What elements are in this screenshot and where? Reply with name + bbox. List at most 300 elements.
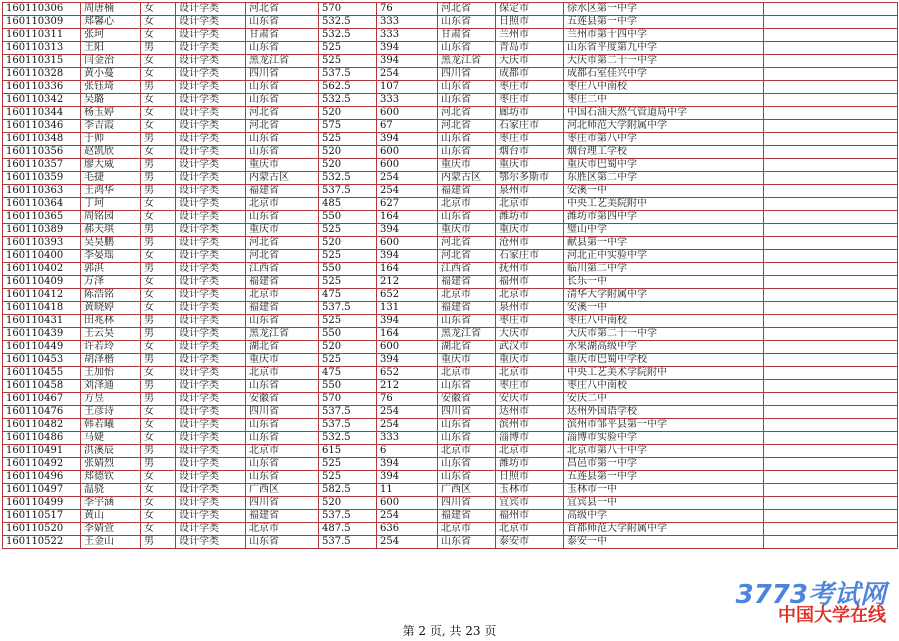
cell-remark xyxy=(764,94,898,107)
cell-major: 设计学类 xyxy=(176,302,246,315)
cell-student-id: 160110359 xyxy=(3,172,81,185)
cell-student-name: 吴昊鹏 xyxy=(81,237,141,250)
cell-school-name: 昌邑市第一中学 xyxy=(564,458,764,471)
cell-student-name: 张婧烈 xyxy=(81,458,141,471)
cell-student-name: 杨玉婷 xyxy=(81,107,141,120)
cell-source-province: 重庆市 xyxy=(246,159,319,172)
table-row xyxy=(3,367,898,380)
cell-remark xyxy=(764,484,898,497)
cell-school-city: 重庆市 xyxy=(496,224,564,237)
cell-gender: 女 xyxy=(141,146,176,159)
cell-student-name: 王彦诗 xyxy=(81,406,141,419)
cell-school-province: 山东省 xyxy=(438,211,496,224)
cell-school-name: 大庆市第二十一中学 xyxy=(564,328,764,341)
cell-student-name: 胡泽楷 xyxy=(81,354,141,367)
cell-school-province: 湖北省 xyxy=(438,341,496,354)
cell-rank: 600 xyxy=(377,146,438,159)
cell-score: 525 xyxy=(319,458,377,471)
cell-gender: 男 xyxy=(141,536,176,549)
cell-remark xyxy=(764,510,898,523)
cell-gender: 女 xyxy=(141,497,176,510)
cell-school-province: 北京市 xyxy=(438,367,496,380)
cell-school-name: 枣庄市第八中学 xyxy=(564,133,764,146)
cell-remark xyxy=(764,120,898,133)
cell-school-city: 泉州市 xyxy=(496,302,564,315)
cell-rank: 254 xyxy=(377,172,438,185)
cell-score: 525 xyxy=(319,224,377,237)
cell-rank: 164 xyxy=(377,211,438,224)
cell-school-city: 福州市 xyxy=(496,276,564,289)
cell-rank: 254 xyxy=(377,510,438,523)
table-row xyxy=(3,107,898,120)
cell-rank: 67 xyxy=(377,120,438,133)
cell-gender: 女 xyxy=(141,341,176,354)
cell-gender: 男 xyxy=(141,263,176,276)
cell-school-name: 枣庄二中 xyxy=(564,94,764,107)
cell-gender: 女 xyxy=(141,68,176,81)
cell-school-city: 廊坊市 xyxy=(496,107,564,120)
cell-score: 550 xyxy=(319,263,377,276)
cell-score: 532.5 xyxy=(319,29,377,42)
cell-rank: 600 xyxy=(377,497,438,510)
cell-major: 设计学类 xyxy=(176,380,246,393)
cell-rank: 212 xyxy=(377,380,438,393)
cell-school-city: 成都市 xyxy=(496,68,564,81)
table-row xyxy=(3,29,898,42)
cell-source-province: 北京市 xyxy=(246,367,319,380)
table-row xyxy=(3,120,898,133)
cell-student-id: 160110344 xyxy=(3,107,81,120)
cell-rank: 333 xyxy=(377,16,438,29)
cell-major: 设计学类 xyxy=(176,159,246,172)
cell-major: 设计学类 xyxy=(176,107,246,120)
cell-student-id: 160110453 xyxy=(3,354,81,367)
table-row xyxy=(3,328,898,341)
cell-major: 设计学类 xyxy=(176,276,246,289)
cell-major: 设计学类 xyxy=(176,68,246,81)
cell-major: 设计学类 xyxy=(176,315,246,328)
cell-school-province: 山东省 xyxy=(438,133,496,146)
cell-rank: 394 xyxy=(377,471,438,484)
cell-gender: 男 xyxy=(141,133,176,146)
cell-school-name: 河北师范大学附属中学 xyxy=(564,120,764,133)
table-row xyxy=(3,510,898,523)
cell-school-city: 日照市 xyxy=(496,16,564,29)
cell-major: 设计学类 xyxy=(176,3,246,16)
cell-school-name: 枣庄八中南校 xyxy=(564,380,764,393)
cell-rank: 333 xyxy=(377,29,438,42)
cell-major: 设计学类 xyxy=(176,224,246,237)
cell-source-province: 江西省 xyxy=(246,263,319,276)
cell-rank: 254 xyxy=(377,536,438,549)
cell-gender: 女 xyxy=(141,471,176,484)
cell-rank: 636 xyxy=(377,523,438,536)
cell-score: 520 xyxy=(319,107,377,120)
cell-source-province: 北京市 xyxy=(246,523,319,536)
cell-school-city: 宜宾市 xyxy=(496,497,564,510)
cell-major: 设计学类 xyxy=(176,94,246,107)
cell-remark xyxy=(764,393,898,406)
cell-rank: 254 xyxy=(377,419,438,432)
table-row xyxy=(3,341,898,354)
cell-school-city: 泉州市 xyxy=(496,185,564,198)
cell-student-name: 李晏瑶 xyxy=(81,250,141,263)
cell-major: 设计学类 xyxy=(176,29,246,42)
cell-score: 520 xyxy=(319,146,377,159)
cell-major: 设计学类 xyxy=(176,484,246,497)
cell-student-name: 韩若曦 xyxy=(81,419,141,432)
cell-student-id: 160110467 xyxy=(3,393,81,406)
cell-major: 设计学类 xyxy=(176,445,246,458)
cell-rank: 394 xyxy=(377,133,438,146)
cell-student-id: 160110356 xyxy=(3,146,81,159)
cell-score: 520 xyxy=(319,159,377,172)
cell-school-province: 甘肃省 xyxy=(438,29,496,42)
cell-remark xyxy=(764,536,898,549)
cell-gender: 女 xyxy=(141,419,176,432)
cell-school-city: 日照市 xyxy=(496,471,564,484)
cell-student-name: 李婧萱 xyxy=(81,523,141,536)
cell-gender: 男 xyxy=(141,185,176,198)
cell-gender: 女 xyxy=(141,211,176,224)
cell-student-id: 160110482 xyxy=(3,419,81,432)
cell-score: 532.5 xyxy=(319,94,377,107)
cell-major: 设计学类 xyxy=(176,250,246,263)
cell-student-id: 160110357 xyxy=(3,159,81,172)
cell-school-province: 福建省 xyxy=(438,510,496,523)
cell-school-province: 四川省 xyxy=(438,406,496,419)
cell-gender: 女 xyxy=(141,289,176,302)
cell-school-name: 献县第一中学 xyxy=(564,237,764,250)
cell-school-province: 山东省 xyxy=(438,432,496,445)
cell-school-province: 山东省 xyxy=(438,458,496,471)
cell-school-province: 山东省 xyxy=(438,146,496,159)
cell-major: 设计学类 xyxy=(176,367,246,380)
cell-source-province: 山东省 xyxy=(246,42,319,55)
cell-source-province: 山东省 xyxy=(246,211,319,224)
cell-student-name: 王加怡 xyxy=(81,367,141,380)
cell-gender: 女 xyxy=(141,406,176,419)
cell-source-province: 内蒙古区 xyxy=(246,172,319,185)
cell-remark xyxy=(764,198,898,211)
cell-remark xyxy=(764,367,898,380)
cell-school-city: 重庆市 xyxy=(496,159,564,172)
cell-score: 550 xyxy=(319,380,377,393)
cell-school-city: 北京市 xyxy=(496,198,564,211)
cell-source-province: 山东省 xyxy=(246,16,319,29)
cell-student-id: 160110522 xyxy=(3,536,81,549)
cell-school-city: 枣庄市 xyxy=(496,380,564,393)
table-row xyxy=(3,419,898,432)
table-row xyxy=(3,263,898,276)
cell-major: 设计学类 xyxy=(176,55,246,68)
cell-school-name: 玉林市一中 xyxy=(564,484,764,497)
table-row xyxy=(3,55,898,68)
cell-school-name: 五莲县第一中学 xyxy=(564,471,764,484)
cell-student-name: 方昱 xyxy=(81,393,141,406)
cell-student-id: 160110328 xyxy=(3,68,81,81)
cell-rank: 254 xyxy=(377,406,438,419)
cell-school-name: 泰安一中 xyxy=(564,536,764,549)
cell-school-city: 石家庄市 xyxy=(496,250,564,263)
cell-student-id: 160110431 xyxy=(3,315,81,328)
cell-source-province: 四川省 xyxy=(246,68,319,81)
table-row xyxy=(3,536,898,549)
table-row xyxy=(3,484,898,497)
cell-school-province: 山东省 xyxy=(438,471,496,484)
cell-gender: 女 xyxy=(141,16,176,29)
cell-student-name: 于帅 xyxy=(81,133,141,146)
cell-school-city: 滨州市 xyxy=(496,419,564,432)
cell-remark xyxy=(764,107,898,120)
table-row xyxy=(3,250,898,263)
cell-remark xyxy=(764,445,898,458)
cell-school-name: 大庆市第二十一中学 xyxy=(564,55,764,68)
table-row xyxy=(3,81,898,94)
cell-school-city: 保定市 xyxy=(496,3,564,16)
cell-rank: 600 xyxy=(377,159,438,172)
cell-gender: 男 xyxy=(141,354,176,367)
cell-school-name: 河北正中实验中学 xyxy=(564,250,764,263)
cell-major: 设计学类 xyxy=(176,536,246,549)
cell-rank: 164 xyxy=(377,263,438,276)
cell-school-city: 沧州市 xyxy=(496,237,564,250)
cell-source-province: 山东省 xyxy=(246,380,319,393)
cell-school-province: 江西省 xyxy=(438,263,496,276)
cell-student-id: 160110306 xyxy=(3,3,81,16)
cell-source-province: 重庆市 xyxy=(246,224,319,237)
cell-school-name: 首都师范大学附属中学 xyxy=(564,523,764,536)
cell-school-name: 安溪一中 xyxy=(564,302,764,315)
cell-school-name: 枣庄八中南校 xyxy=(564,315,764,328)
cell-student-name: 赵凯欣 xyxy=(81,146,141,159)
cell-student-id: 160110365 xyxy=(3,211,81,224)
cell-student-name: 洪溪辰 xyxy=(81,445,141,458)
cell-school-name: 清华大学附属中学 xyxy=(564,289,764,302)
table-row xyxy=(3,211,898,224)
cell-source-province: 四川省 xyxy=(246,406,319,419)
table-row xyxy=(3,68,898,81)
cell-school-province: 黑龙江省 xyxy=(438,328,496,341)
cell-school-name: 水果湖高级中学 xyxy=(564,341,764,354)
cell-score: 537.5 xyxy=(319,302,377,315)
cell-remark xyxy=(764,68,898,81)
cell-school-city: 大庆市 xyxy=(496,328,564,341)
cell-major: 设计学类 xyxy=(176,458,246,471)
cell-school-name: 五莲县第一中学 xyxy=(564,16,764,29)
cell-student-name: 刘泽通 xyxy=(81,380,141,393)
cell-school-name: 高级中学 xyxy=(564,510,764,523)
cell-gender: 男 xyxy=(141,81,176,94)
cell-gender: 男 xyxy=(141,458,176,471)
cell-student-name: 王金山 xyxy=(81,536,141,549)
table-row xyxy=(3,289,898,302)
cell-student-name: 陈浩铭 xyxy=(81,289,141,302)
cell-gender: 女 xyxy=(141,55,176,68)
table-row xyxy=(3,42,898,55)
cell-student-name: 王鸿华 xyxy=(81,185,141,198)
cell-remark xyxy=(764,250,898,263)
cell-student-name: 郑馨心 xyxy=(81,16,141,29)
cell-major: 设计学类 xyxy=(176,510,246,523)
cell-student-id: 160110364 xyxy=(3,198,81,211)
cell-source-province: 北京市 xyxy=(246,445,319,458)
cell-school-city: 达州市 xyxy=(496,406,564,419)
cell-source-province: 河北省 xyxy=(246,237,319,250)
cell-student-name: 王阳 xyxy=(81,42,141,55)
cell-major: 设计学类 xyxy=(176,133,246,146)
cell-gender: 男 xyxy=(141,380,176,393)
cell-remark xyxy=(764,263,898,276)
cell-school-name: 临川第二中学 xyxy=(564,263,764,276)
cell-school-city: 枣庄市 xyxy=(496,315,564,328)
cell-student-id: 160110418 xyxy=(3,302,81,315)
cell-student-id: 160110497 xyxy=(3,484,81,497)
cell-major: 设计学类 xyxy=(176,289,246,302)
cell-remark xyxy=(764,16,898,29)
cell-school-province: 北京市 xyxy=(438,523,496,536)
cell-remark xyxy=(764,55,898,68)
cell-school-province: 山东省 xyxy=(438,16,496,29)
cell-school-name: 璧山中学 xyxy=(564,224,764,237)
cell-student-id: 160110458 xyxy=(3,380,81,393)
table-row xyxy=(3,198,898,211)
cell-score: 537.5 xyxy=(319,536,377,549)
cell-school-province: 北京市 xyxy=(438,445,496,458)
cell-school-name: 重庆市巴蜀中学校 xyxy=(564,354,764,367)
cell-gender: 女 xyxy=(141,432,176,445)
cell-rank: 394 xyxy=(377,42,438,55)
cell-school-city: 泰安市 xyxy=(496,536,564,549)
cell-major: 设计学类 xyxy=(176,81,246,94)
cell-gender: 女 xyxy=(141,523,176,536)
cell-school-city: 大庆市 xyxy=(496,55,564,68)
cell-source-province: 福建省 xyxy=(246,276,319,289)
cell-school-province: 安徽省 xyxy=(438,393,496,406)
table-row xyxy=(3,133,898,146)
cell-gender: 女 xyxy=(141,276,176,289)
cell-source-province: 山东省 xyxy=(246,146,319,159)
cell-school-province: 山东省 xyxy=(438,94,496,107)
cell-major: 设计学类 xyxy=(176,419,246,432)
cell-student-name: 毛捷 xyxy=(81,172,141,185)
cell-gender: 女 xyxy=(141,250,176,263)
cell-source-province: 山东省 xyxy=(246,471,319,484)
cell-school-province: 河北省 xyxy=(438,120,496,133)
admission-table xyxy=(2,2,898,549)
table-row xyxy=(3,458,898,471)
cell-remark xyxy=(764,302,898,315)
cell-school-name: 山东省平度第九中学 xyxy=(564,42,764,55)
cell-remark xyxy=(764,497,898,510)
table-row xyxy=(3,159,898,172)
cell-school-city: 潍坊市 xyxy=(496,211,564,224)
cell-gender: 女 xyxy=(141,302,176,315)
cell-remark xyxy=(764,172,898,185)
cell-rank: 627 xyxy=(377,198,438,211)
cell-school-name: 中国石油天然气管道局中学 xyxy=(564,107,764,120)
cell-score: 537.5 xyxy=(319,406,377,419)
cell-source-province: 山东省 xyxy=(246,81,319,94)
cell-school-province: 重庆市 xyxy=(438,159,496,172)
cell-school-province: 河北省 xyxy=(438,250,496,263)
cell-student-id: 160110389 xyxy=(3,224,81,237)
table-row xyxy=(3,523,898,536)
cell-student-id: 160110315 xyxy=(3,55,81,68)
table-row xyxy=(3,94,898,107)
cell-school-province: 四川省 xyxy=(438,497,496,510)
cell-remark xyxy=(764,133,898,146)
cell-major: 设计学类 xyxy=(176,354,246,367)
cell-rank: 254 xyxy=(377,68,438,81)
cell-student-name: 田兆林 xyxy=(81,315,141,328)
cell-source-province: 四川省 xyxy=(246,497,319,510)
cell-score: 615 xyxy=(319,445,377,458)
cell-major: 设计学类 xyxy=(176,211,246,224)
cell-student-name: 李吉霞 xyxy=(81,120,141,133)
cell-gender: 女 xyxy=(141,3,176,16)
cell-source-province: 湖北省 xyxy=(246,341,319,354)
cell-student-id: 160110342 xyxy=(3,94,81,107)
table-row xyxy=(3,497,898,510)
cell-major: 设计学类 xyxy=(176,16,246,29)
cell-school-city: 枣庄市 xyxy=(496,81,564,94)
cell-student-id: 160110491 xyxy=(3,445,81,458)
cell-school-city: 潍坊市 xyxy=(496,458,564,471)
cell-source-province: 山东省 xyxy=(246,133,319,146)
table-row xyxy=(3,445,898,458)
table-row xyxy=(3,393,898,406)
cell-gender: 女 xyxy=(141,484,176,497)
cell-source-province: 广西区 xyxy=(246,484,319,497)
cell-school-name: 潍坊市第四中学 xyxy=(564,211,764,224)
table-row xyxy=(3,406,898,419)
cell-score: 520 xyxy=(319,497,377,510)
cell-score: 525 xyxy=(319,133,377,146)
cell-remark xyxy=(764,341,898,354)
table-row xyxy=(3,315,898,328)
cell-rank: 212 xyxy=(377,276,438,289)
cell-score: 525 xyxy=(319,55,377,68)
cell-student-name: 周唐楠 xyxy=(81,3,141,16)
cell-student-id: 160110400 xyxy=(3,250,81,263)
cell-rank: 254 xyxy=(377,185,438,198)
cell-source-province: 黑龙江省 xyxy=(246,55,319,68)
watermark-site: 3773考试网 xyxy=(735,580,886,610)
cell-student-name: 郑德钦 xyxy=(81,471,141,484)
cell-rank: 107 xyxy=(377,81,438,94)
cell-school-city: 武汉市 xyxy=(496,341,564,354)
cell-student-id: 160110313 xyxy=(3,42,81,55)
table-row xyxy=(3,276,898,289)
cell-remark xyxy=(764,185,898,198)
cell-remark xyxy=(764,328,898,341)
cell-score: 532.5 xyxy=(319,16,377,29)
cell-student-id: 160110311 xyxy=(3,29,81,42)
cell-school-city: 烟台市 xyxy=(496,146,564,159)
cell-score: 525 xyxy=(319,315,377,328)
cell-student-id: 160110449 xyxy=(3,341,81,354)
cell-student-id: 160110412 xyxy=(3,289,81,302)
cell-score: 570 xyxy=(319,3,377,16)
cell-student-id: 160110309 xyxy=(3,16,81,29)
cell-school-province: 河北省 xyxy=(438,3,496,16)
cell-school-name: 安庆二中 xyxy=(564,393,764,406)
cell-rank: 394 xyxy=(377,224,438,237)
cell-student-name: 吴璐 xyxy=(81,94,141,107)
cell-student-name: 王云昊 xyxy=(81,328,141,341)
cell-school-city: 重庆市 xyxy=(496,354,564,367)
